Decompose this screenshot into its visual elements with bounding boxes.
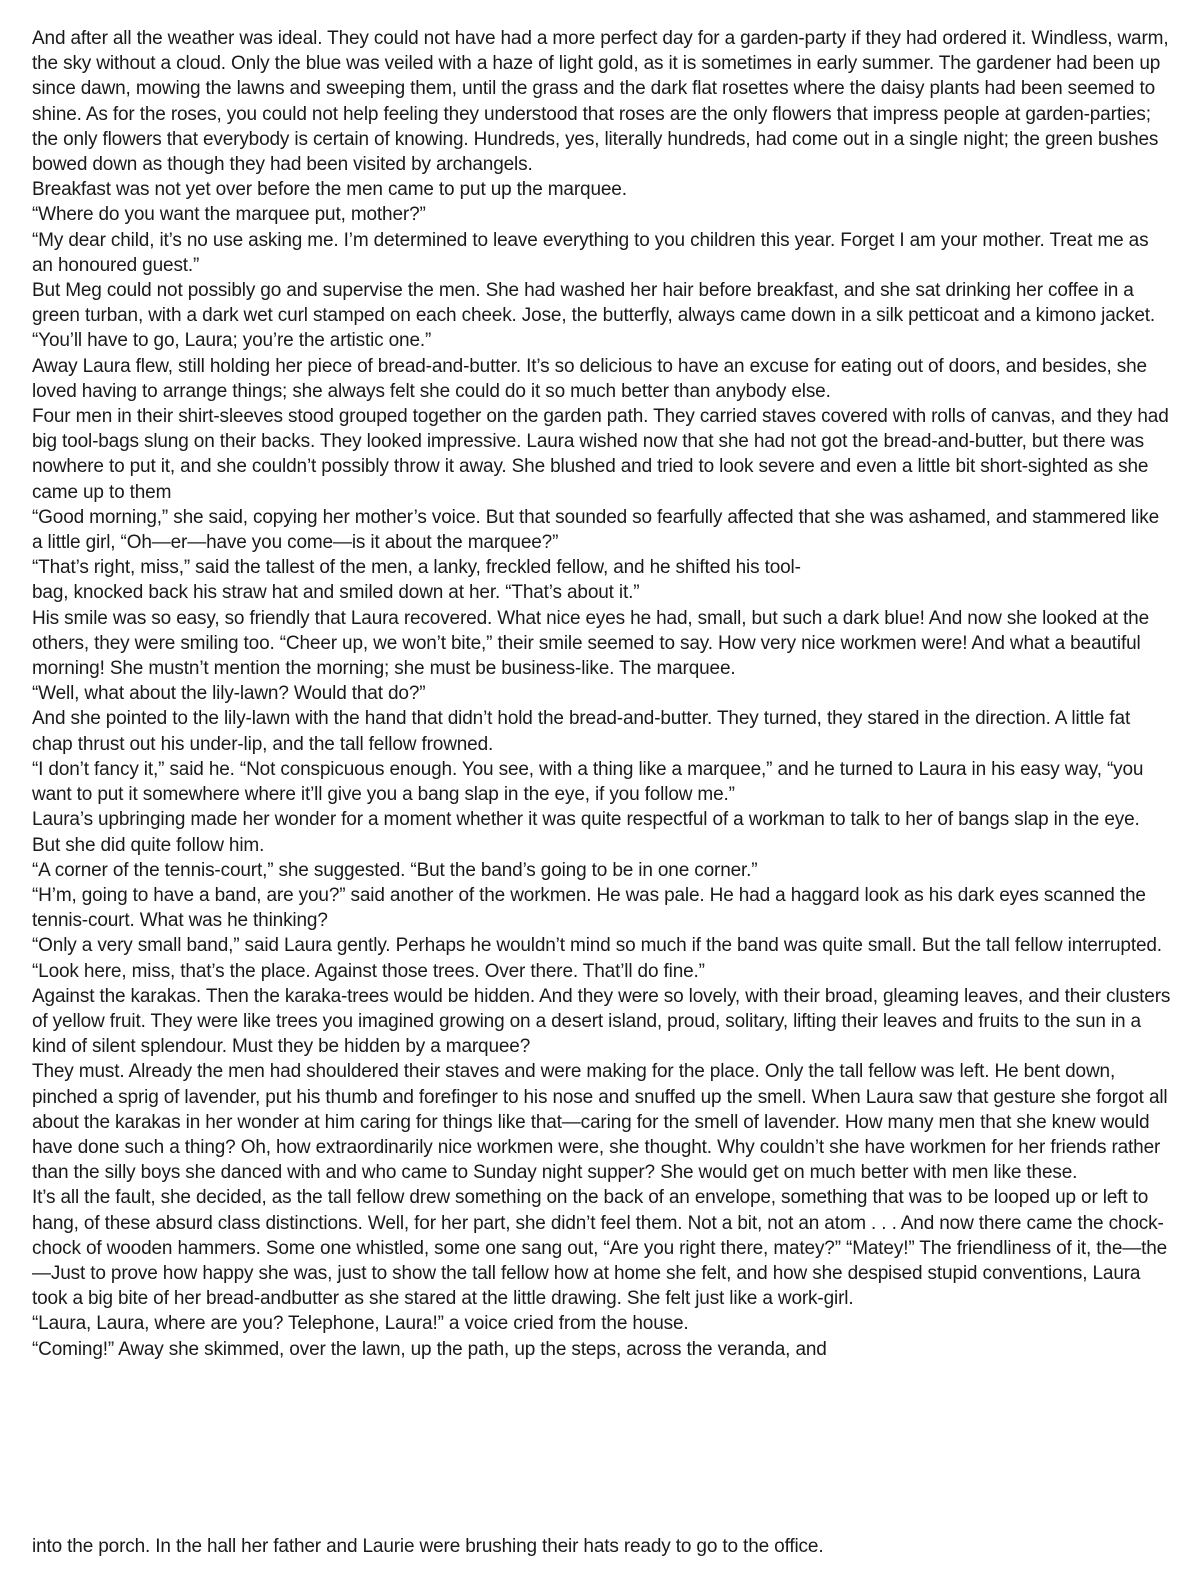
paragraph: “Coming!” Away she skimmed, over the lawn, up the path, up the steps, across the veranda, and bbox=[32, 1338, 827, 1360]
paragraph: “You’ll have to go, Laura; you’re the artistic one.” bbox=[32, 330, 432, 352]
paragraph: They must. Already the men had shouldered their staves and were making for the place. Only the tall fellow was left. He bent down, pinched a sprig of lavender, put his thumb and forefinger to his nose and snuffed up the smell. When Laura saw that gesture she forgot all about the karakas in her wonder at him caring for things like that—caring for the smell of lavender. How many men that she knew would have done such a thing? Oh, how extraordinarily nice workmen were, she thought. Why couldn’t she have workmen for her friends rather than the silly boys she danced with and who came to Sunday night supper? She would get on much better with men like these. bbox=[32, 1061, 1168, 1184]
paragraph: “Well, what about the lily-lawn? Would that do?” bbox=[32, 683, 426, 705]
paragraph: “That’s right, miss,” said the tallest of the men, a lanky, freckled fellow, and he shifted his tool- bbox=[32, 557, 801, 579]
paragraph: “Only a very small band,” said Laura gently. Perhaps he wouldn’t mind so much if the band was quite small. But the tall fellow interrupted. bbox=[32, 935, 1162, 957]
document-body bbox=[32, 26, 1172, 1362]
paragraph: His smile was so easy, so friendly that Laura recovered. What nice eyes he had, small, but such a dark blue! And now she looked at the others, they were smiling too. “Cheer up, we won’t bite,” their smile seemed to say. How very nice workmen were! And what a beautiful morning! She mustn’t mention the morning; she must be business-like. The marquee. bbox=[32, 607, 1149, 680]
paragraph: bag, knocked back his straw hat and smiled down at her. “That’s about it.” bbox=[32, 582, 640, 604]
paragraph: “I don’t fancy it,” said he. “Not conspicuous enough. You see, with a thing like a marquee,” and he turned to Laura in his easy way, “you want to put it somewhere where it’ll give you a bang slap in the eye, if you follow me.” bbox=[32, 758, 1144, 806]
paragraph: Four men in their shirt-sleeves stood grouped together on the garden path. They carried staves covered with rolls of canvas, and they had big tool-bags slung on their backs. They looked impressive. Laura wished now that she had not got the bread-and-butter, but there was nowhere to put it, and she couldn’t possibly throw it away. She blushed and tried to look severe and even a little bit short-sighted as she came up to them bbox=[32, 406, 1169, 503]
paragraph: Away Laura flew, still holding her piece of bread-and-butter. It’s so delicious to have an excuse for eating out of doors, and besides, she loved having to arrange things; she always felt she could do it so much better than anybody else. bbox=[32, 355, 1147, 402]
paragraph: “A corner of the tennis-court,” she suggested. “But the band’s going to be in one corner.” bbox=[32, 859, 758, 881]
final-line: into the porch. In the hall her father and Laurie were brushing their hats ready to go to the office. bbox=[32, 1536, 824, 1557]
paragraph: “Good morning,” she said, copying her mother’s voice. But that sounded so fearfully affected that she was ashamed, and stammered like a little girl, “Oh—er—have you come—is it about the marquee?” bbox=[32, 506, 1160, 554]
paragraph: Against the karakas. Then the karaka-trees would be hidden. And they were so lovely, with their broad, gleaming leaves, and their clusters of yellow fruit. They were like trees you imagined growing on a desert island, proud, solitary, lifting their leaves and fruits to the sun in a kind of silent splendour. Must they be hidden by a marquee? bbox=[32, 985, 1171, 1058]
paragraph: “H’m, going to have a band, are you?” said another of the workmen. He was pale. He had a haggard look as his dark eyes scanned the tennis-court. What was he thinking? bbox=[32, 884, 1146, 932]
paragraph: It’s all the fault, she decided, as the tall fellow drew something on the back of an envelope, something that was to be looped up or left to hang, of these absurd class distinctions. Well, for her part, she didn’t feel them. Not a bit, not an atom . . . And now there came the chock-chock of wooden hammers. Some one whistled, some one sang out, “Are you right there, matey?” “Matey!” The friendliness of it, the—the—Just to prove how happy she was, just to show the tall fellow how at home she felt, and how she despised stupid conventions, Laura took a big bite of her bread-andbutter as she stared at the little drawing. She felt just like a work-girl. bbox=[32, 1187, 1168, 1310]
paragraph: “My dear child, it’s no use asking me. I’m determined to leave everything to you children this year. Forget I am your mother. Treat me as an honoured guest.” bbox=[32, 229, 1149, 276]
paragraph: And after all the weather was ideal. They could not have had a more perfect day for a garden-party if they had ordered it. Windless, warm, the sky without a cloud. Only the blue was veiled with a haze of light gold, as it is sometimes in early summer. The gardener had been up since dawn, mowing the lawns and sweeping them, until the grass and the dark flat rosettes where the daisy plants had been seemed to shine. As for the roses, you could not help feeling they understood that roses are the only flowers that impress people at garden-parties; the only flowers that everybody is certain of knowing. Hundreds, yes, literally hundreds, had come out in a single night; the green bushes bowed down as though they had been visited by archangels. bbox=[32, 28, 1169, 176]
paragraph: “Laura, Laura, where are you? Telephone, Laura!” a voice cried from the house. bbox=[32, 1313, 689, 1335]
paragraph: “Look here, miss, that’s the place. Against those trees. Over there. That’ll do fine.” bbox=[32, 960, 705, 982]
paragraph: But Meg could not possibly go and supervise the men. She had washed her hair before breakfast, and she sat drinking her coffee in a green turban, with a dark wet curl stamped on each cheek. Jose, the butterfly, always came down in a silk petticoat and a kimono jacket. bbox=[32, 280, 1156, 327]
paragraph: “Where do you want the marquee put, mother?” bbox=[32, 204, 426, 226]
paragraph: Laura’s upbringing made her wonder for a moment whether it was quite respectful of a workman to talk to her of bangs slap in the eye. But she did quite follow him. bbox=[32, 809, 1140, 856]
paragraph: Breakfast was not yet over before the men came to put up the marquee. bbox=[32, 179, 627, 201]
paragraph: And she pointed to the lily-lawn with the hand that didn’t hold the bread-and-butter. They turned, they stared in the direction. A little fat chap thrust out his under-lip, and the tall fellow frowned. bbox=[32, 708, 1131, 755]
